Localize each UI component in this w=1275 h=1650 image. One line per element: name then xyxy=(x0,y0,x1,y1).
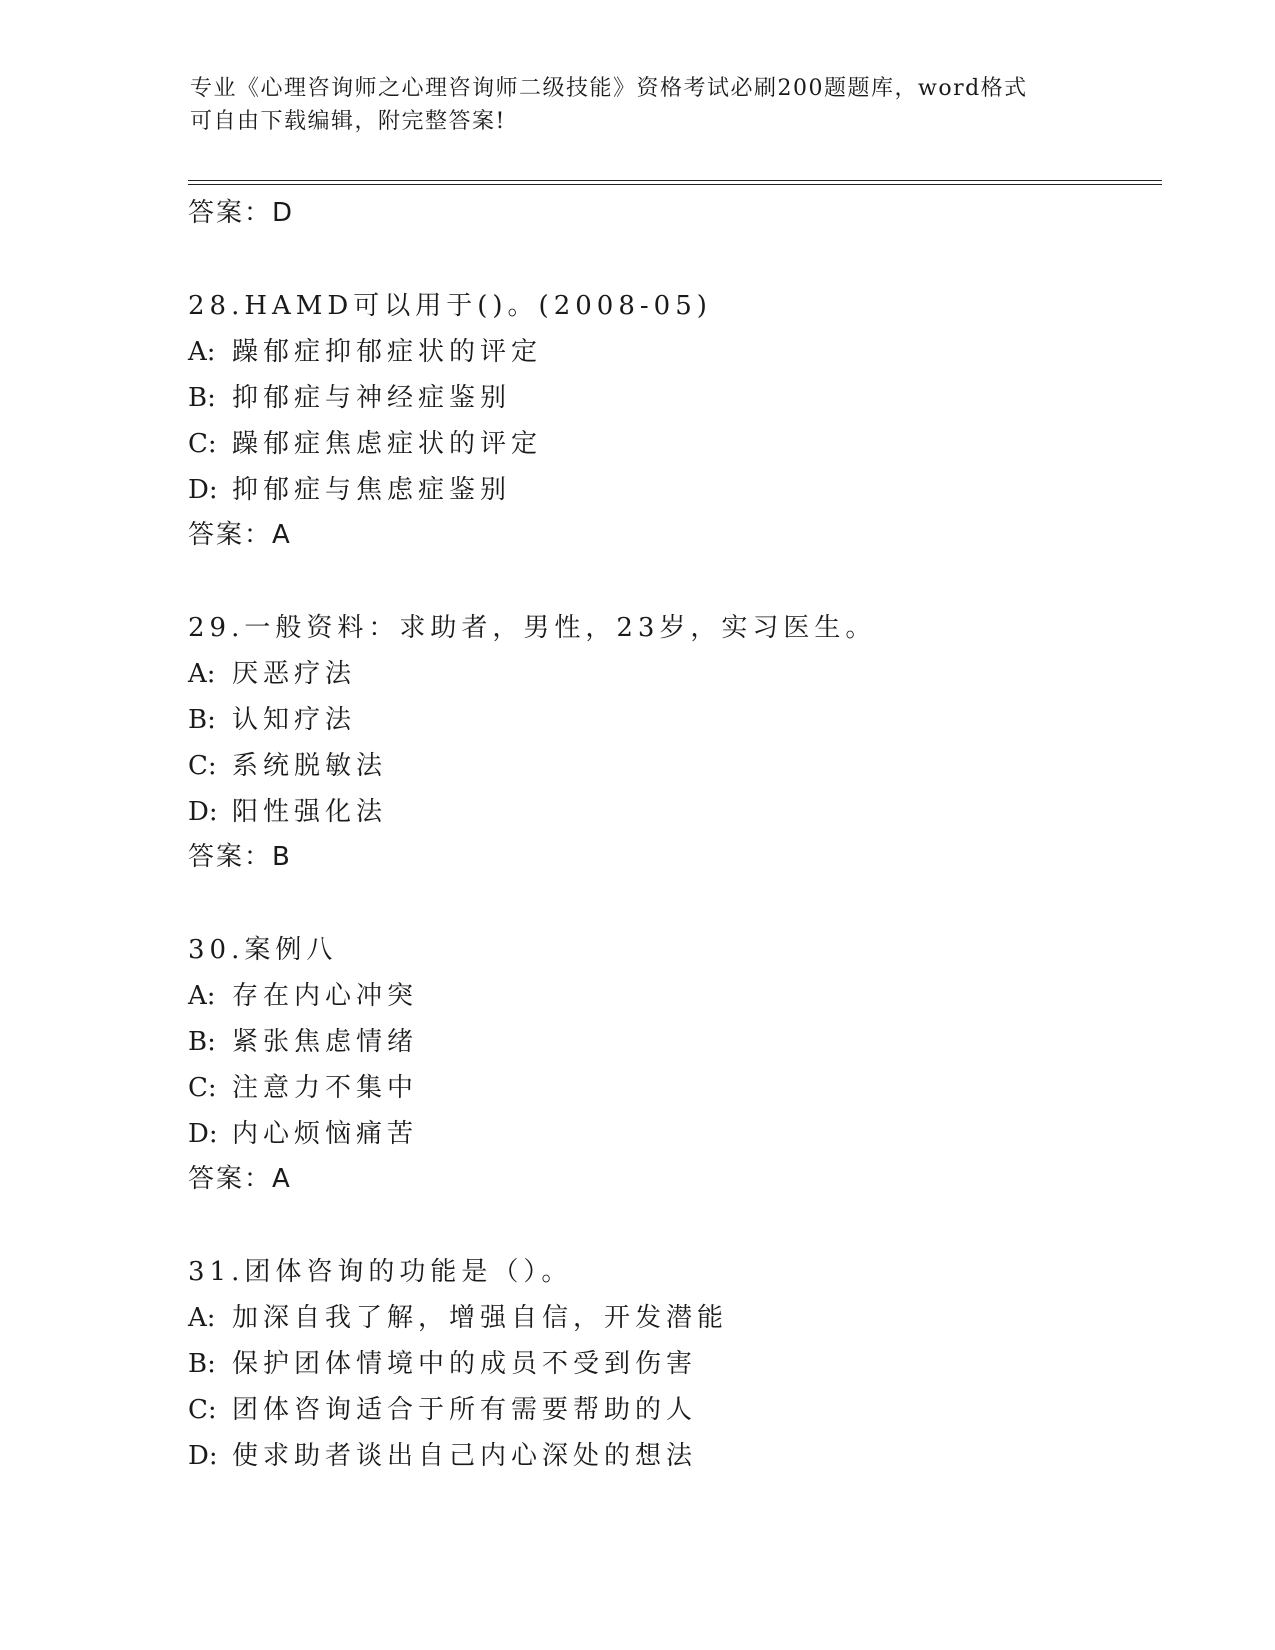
option-text: 加深自我了解，增强自信，开发潜能 xyxy=(232,1303,729,1333)
option-text: 紧张焦虑情绪 xyxy=(232,1027,419,1057)
answer-line: 答案：B xyxy=(188,842,292,872)
option-d xyxy=(188,467,1148,513)
question-stem: 31.团体咨询的功能是（）。 xyxy=(188,1257,573,1287)
option-letter: C: xyxy=(188,1395,217,1425)
option-a xyxy=(188,329,1148,375)
option-text: 注意力不集中 xyxy=(232,1073,419,1103)
answer-line: 答案：A xyxy=(188,520,292,550)
option-b xyxy=(188,1019,1148,1065)
document-header xyxy=(190,72,1070,138)
header-rule-top xyxy=(188,180,1162,181)
question-31 xyxy=(188,1249,1148,1479)
header-line-1: 专业《心理咨询师之心理咨询师二级技能》资格考试必刷200题题库，word格式 xyxy=(190,76,1028,101)
option-letter: B: xyxy=(188,1349,216,1379)
answer-line: 答案：A xyxy=(188,1164,292,1194)
option-c xyxy=(188,1065,1148,1111)
option-letter: B: xyxy=(188,1027,216,1057)
option-b xyxy=(188,375,1148,421)
option-letter: B: xyxy=(188,705,216,735)
option-text: 阳性强化法 xyxy=(232,797,388,827)
option-letter: D: xyxy=(188,797,218,827)
question-stem: 29.一般资料：求助者，男性，23岁，实习医生。 xyxy=(188,613,877,643)
option-text: 团体咨询适合于所有需要帮助的人 xyxy=(232,1395,698,1425)
option-text: 抑郁症与焦虑症鉴别 xyxy=(232,475,512,505)
option-letter: D: xyxy=(188,1441,218,1471)
header-line-2: 可自由下载编辑，附完整答案! xyxy=(190,109,506,134)
option-c xyxy=(188,1387,1148,1433)
option-d xyxy=(188,1111,1148,1157)
option-text: 躁郁症抑郁症状的评定 xyxy=(232,337,543,367)
option-d xyxy=(188,789,1148,835)
question-28 xyxy=(188,283,1148,558)
option-text: 内心烦恼痛苦 xyxy=(232,1119,419,1149)
option-c xyxy=(188,421,1148,467)
option-text: 系统脱敏法 xyxy=(232,751,388,781)
question-30 xyxy=(188,927,1148,1202)
option-letter: C: xyxy=(188,751,217,781)
option-text: 存在内心冲突 xyxy=(232,981,419,1011)
option-letter: A: xyxy=(188,1303,216,1333)
answer-line: 答案：D xyxy=(188,198,295,228)
option-text: 抑郁症与神经症鉴别 xyxy=(232,383,512,413)
option-letter: D: xyxy=(188,475,218,505)
option-letter: C: xyxy=(188,429,217,459)
option-letter: A: xyxy=(188,337,216,367)
option-c xyxy=(188,743,1148,789)
option-b xyxy=(188,697,1148,743)
question-stem: 28.HAMD可以用于()。(2008-05) xyxy=(188,291,712,321)
question-stem: 30.案例八 xyxy=(188,935,338,965)
option-a xyxy=(188,651,1148,697)
option-letter: A: xyxy=(188,659,216,689)
option-letter: A: xyxy=(188,981,216,1011)
option-text: 厌恶疗法 xyxy=(232,659,357,689)
option-text: 躁郁症焦虑症状的评定 xyxy=(232,429,543,459)
option-d xyxy=(188,1433,1148,1479)
question-29 xyxy=(188,605,1148,880)
header-rule-bottom xyxy=(188,184,1162,185)
option-a xyxy=(188,1295,1148,1341)
option-letter: D: xyxy=(188,1119,218,1149)
option-letter: B: xyxy=(188,383,216,413)
option-text: 认知疗法 xyxy=(232,705,357,735)
question-list xyxy=(188,191,1148,1479)
option-text: 使求助者谈出自己内心深处的想法 xyxy=(232,1441,698,1471)
option-text: 保护团体情境中的成员不受到伤害 xyxy=(232,1349,698,1379)
option-a xyxy=(188,973,1148,1019)
option-letter: C: xyxy=(188,1073,217,1103)
option-b xyxy=(188,1341,1148,1387)
